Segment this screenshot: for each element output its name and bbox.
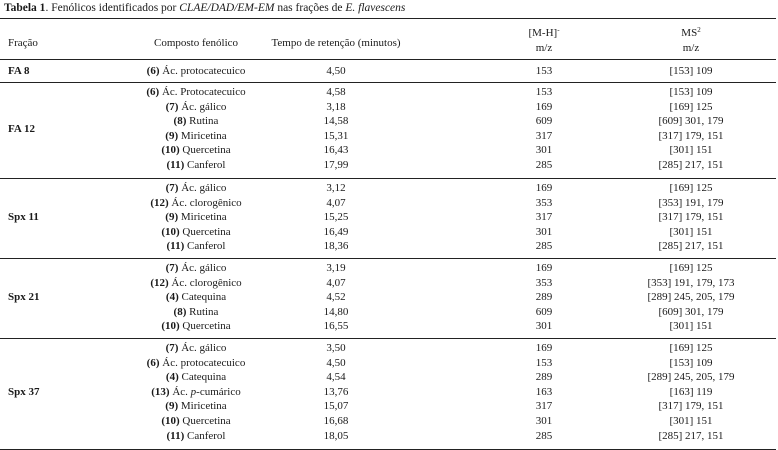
ms2-value: [163] 119 [669,385,713,398]
header-mh [500,26,588,40]
mh-value: 317 [535,400,553,413]
retention-time: 13,76 [323,385,349,398]
mh-value: 609 [535,305,553,318]
compound-number: (9) [165,129,179,142]
ms2-value: [285] 217, 151 [658,159,724,171]
group-separator-rule [0,82,776,83]
retention-time: 15,25 [323,211,349,224]
compound-number: (12) [150,276,169,289]
compound-number: (10) [161,320,180,333]
retention-time: 4,50 [326,65,346,77]
ms2-value: [169] 125 [669,100,713,113]
compound-name: Ác. gálico [181,262,227,274]
compound-name: Ác. clorogênico [171,276,242,289]
compound-number: (4) [165,291,179,304]
ms2-value: [317] 179, 151 [658,129,724,142]
mh-value: 317 [535,211,553,224]
retention-time: 16,55 [323,320,349,333]
mh-value: 163 [535,385,553,398]
compound-name: Canferol [187,159,226,171]
mh-value: 169 [535,342,553,354]
compound-name: Miricetina [180,129,227,142]
compound-number: (4) [165,371,179,384]
compound-number: (12) [150,196,169,209]
compound-name: Catequina [181,371,227,384]
compound-number: (7) [165,100,179,113]
header-composto: Composto fenólico [153,37,239,49]
header-mh-unit: m/z [535,42,553,54]
compound-number: (10) [161,225,180,238]
compound-number: (11) [166,429,185,442]
mh-value: 289 [535,291,553,304]
mh-value: 301 [535,415,553,427]
retention-time: 16,43 [323,144,349,157]
compound-name: Rutina [189,305,219,318]
caption-species: E. flavescens [345,2,406,14]
mh-value: 301 [535,225,553,238]
retention-time: 14,80 [323,305,349,318]
retention-time: 18,36 [323,240,349,253]
compound-number: (7) [165,182,179,194]
compound-name: Quercetina [182,225,231,238]
mh-value: 289 [535,371,553,384]
group-fracao: Spx 37 [8,385,40,398]
mh-value: 169 [535,262,553,274]
caption-text-middle: nas frações de [274,2,346,14]
top-rule [0,18,776,19]
ms2-value: [301] 151 [669,415,713,427]
mh-value: 285 [535,240,553,253]
compound-number: (6) [146,86,160,98]
retention-time: 4,58 [326,86,346,98]
mh-value: 153 [535,356,553,369]
ms2-value: [153] 109 [669,65,713,77]
table-caption [4,1,405,15]
retention-time: 15,07 [323,400,349,413]
header-ms-sup: 2 [697,26,701,34]
ms2-value: [317] 179, 151 [658,211,724,224]
header-rule [0,59,776,60]
group-separator-rule [0,258,776,259]
mh-value: 353 [535,196,553,209]
header-ms [612,26,770,40]
compound-name: Canferol [187,429,226,442]
ms2-value: [609] 301, 179 [658,305,724,318]
header-tempo: Tempo de retenção (minutos) [271,37,401,49]
ms2-value: [301] 151 [669,144,713,157]
ms2-value: [301] 151 [669,320,713,333]
compound-number: (7) [165,342,179,354]
mh-value: 317 [535,129,553,142]
retention-time: 4,52 [326,291,346,304]
compound-name: Ác. gálico [181,342,227,354]
retention-time: 3,50 [326,342,346,354]
header-mh-label: [M-H] [528,27,558,39]
ms2-value: [169] 125 [669,342,713,354]
retention-time: 4,07 [326,276,346,289]
mh-value: 301 [535,144,553,157]
mh-value: 285 [535,429,553,442]
compound-name: Ác. protocatecuico [162,65,246,77]
compound-name: Ác. clorogênico [171,196,242,209]
group-separator-rule [0,178,776,179]
ms2-value: [153] 109 [669,356,713,369]
retention-time: 17,99 [323,159,349,171]
compound-name: Ác. protocatecuico [162,356,246,369]
ms2-value: [609] 301, 179 [658,115,724,128]
group-separator-rule [0,338,776,339]
retention-time: 15,31 [323,129,349,142]
compound-name: Quercetina [182,320,231,333]
compound-name: Quercetina [182,144,231,157]
group-fracao: Spx 11 [8,211,39,224]
retention-time: 14,58 [323,115,349,128]
ms2-value: [301] 151 [669,225,713,238]
compound-number: (7) [165,262,179,274]
caption-text-before: . Fenólicos identificados por [45,2,180,14]
retention-time: 16,68 [323,415,349,427]
retention-time: 4,50 [326,356,346,369]
retention-time: 3,18 [326,100,346,113]
header-fracao: Fração [8,37,38,49]
compound-name: Ác. gálico [181,100,227,113]
ms2-value: [285] 217, 151 [658,429,724,442]
compound-number: (9) [165,211,179,224]
compound-name: Ác. gálico [181,182,227,194]
compound-number: (9) [165,400,179,413]
ms2-value: [169] 125 [669,262,713,274]
mh-value: 301 [535,320,553,333]
compound-number: (8) [173,115,187,128]
group-fracao: Spx 21 [8,291,40,304]
compound-number: (6) [146,356,160,369]
caption-label: Tabela 1 [4,2,46,14]
header-ms-label: MS [681,27,698,39]
header-ms-unit: m/z [682,42,700,54]
mh-value: 353 [535,276,553,289]
compound-number: (10) [161,144,180,157]
compound-number: (11) [166,159,185,171]
mh-value: 169 [535,100,553,113]
compound-name: Ác. Protocatecuico [161,86,246,98]
compound-name: Catequina [181,291,227,304]
ms2-value: [289] 245, 205, 179 [647,371,735,384]
mh-value: 153 [535,86,553,98]
compound-number: (13) [151,385,170,398]
retention-time: 18,05 [323,429,349,442]
ms2-value: [353] 191, 179, 173 [647,276,735,289]
compound-number: (8) [173,305,187,318]
ms2-value: [153] 109 [669,86,713,98]
compound-name: Rutina [189,115,219,128]
compound-name-prefix: Ác. [172,385,191,398]
mh-value: 169 [535,182,553,194]
ms2-value: [317] 179, 151 [658,400,724,413]
group-fracao: FA 12 [8,122,35,135]
compound-name: Miricetina [180,211,227,224]
mh-value: 609 [535,115,553,128]
ms2-value: [289] 245, 205, 179 [647,291,735,304]
ms2-value: [285] 217, 151 [658,240,724,253]
compound-name-italic: p [190,385,197,398]
compound-name-suffix: -cumárico [196,385,241,398]
compound-name: Miricetina [180,400,227,413]
retention-time: 16,49 [323,225,349,238]
retention-time: 4,54 [326,371,346,384]
compound-number: (11) [166,240,185,253]
compound-number: (10) [161,415,180,427]
caption-method: CLAE/DAD/EM-EM [179,2,275,14]
mh-value: 285 [535,159,553,171]
retention-time: 4,07 [326,196,346,209]
retention-time: 3,19 [326,262,346,274]
compound-name: Quercetina [182,415,231,427]
mh-value: 153 [535,65,553,77]
header-mh-sup: - [557,26,560,34]
compound-number: (6) [146,65,160,77]
group-fracao: FA 8 [8,65,30,77]
retention-time: 3,12 [326,182,346,194]
ms2-value: [353] 191, 179 [658,196,724,209]
compound-name: Canferol [187,240,226,253]
ms2-value: [169] 125 [669,182,713,194]
